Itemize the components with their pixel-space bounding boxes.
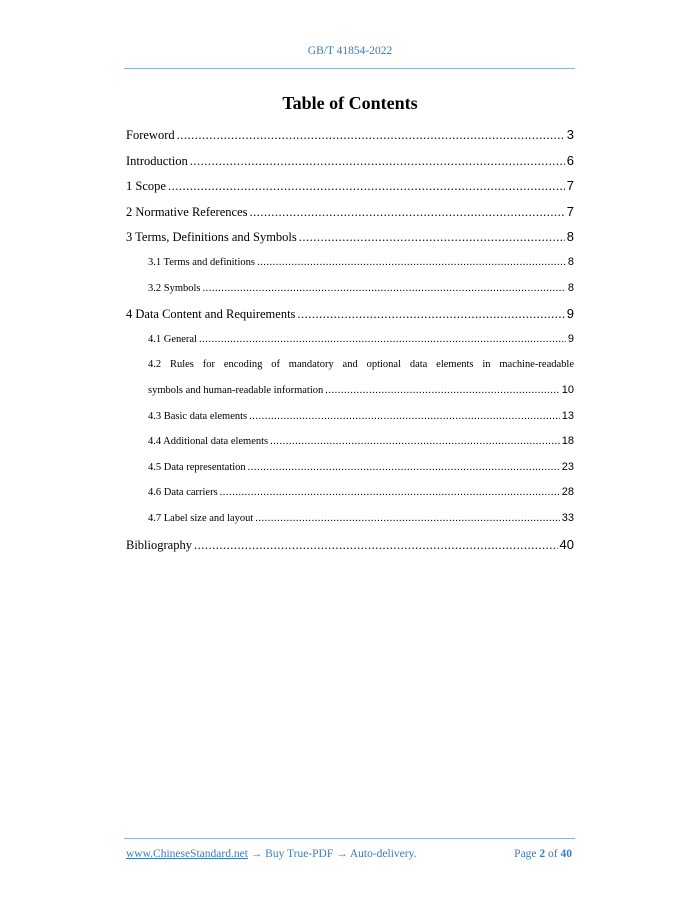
toc-entry-label: 3.2 Symbols bbox=[148, 282, 201, 294]
toc-entry-general[interactable] bbox=[126, 327, 574, 353]
dot-leader bbox=[190, 149, 565, 174]
document-header bbox=[0, 45, 700, 57]
toc-entry-page: 10 bbox=[561, 383, 574, 396]
current-page-number: 2 bbox=[539, 848, 546, 860]
toc-entry-bibliography[interactable] bbox=[126, 532, 574, 558]
toc-entry-scope[interactable] bbox=[126, 173, 574, 199]
dot-leader bbox=[194, 533, 558, 558]
toc-entry-basic-data-elements[interactable] bbox=[126, 404, 574, 430]
toc-entry-terms-and-definitions[interactable] bbox=[126, 250, 574, 276]
toc-entry-page: 8 bbox=[567, 281, 574, 294]
toc-entry-page: 7 bbox=[566, 178, 574, 194]
toc-entry-label: Bibliography bbox=[126, 537, 192, 552]
toc-entry-page: 6 bbox=[566, 152, 574, 168]
dot-leader bbox=[299, 225, 565, 250]
toc-entry-label: 4.6 Data carriers bbox=[148, 487, 218, 499]
toc-entry-label-first-line: 4.2 Rules for encoding of mandatory and optional data elements in machine-readable bbox=[148, 359, 574, 371]
dot-leader bbox=[199, 327, 566, 353]
dot-leader bbox=[203, 276, 566, 302]
table-of-contents bbox=[126, 122, 574, 557]
total-pages-number: 40 bbox=[560, 848, 572, 860]
dot-leader bbox=[249, 404, 560, 430]
toc-entry-label: Foreword bbox=[126, 128, 175, 142]
toc-entry-label-second-line bbox=[126, 378, 574, 404]
toc-entry-label: 4.1 General bbox=[148, 333, 197, 345]
toc-entry-data-carriers[interactable] bbox=[126, 480, 574, 506]
header-divider bbox=[124, 68, 575, 69]
toc-entry-page: 3 bbox=[566, 127, 574, 142]
toc-entry-label: 4.4 Additional data elements bbox=[148, 436, 269, 448]
toc-entry-page: 7 bbox=[566, 203, 574, 219]
toc-entry-terms-definitions-symbols[interactable] bbox=[126, 224, 574, 250]
dot-leader bbox=[220, 480, 560, 506]
toc-entry-symbols[interactable] bbox=[126, 276, 574, 302]
toc-entry-page: 40 bbox=[559, 536, 574, 552]
toc-entry-label: 3 Terms, Definitions and Symbols bbox=[126, 230, 297, 245]
page-title: Table of Contents bbox=[282, 93, 418, 113]
page-word: Page bbox=[514, 848, 537, 860]
toc-entry-label: 3.1 Terms and definitions bbox=[148, 256, 255, 268]
toc-entry-additional-data-elements[interactable] bbox=[126, 429, 574, 455]
toc-entry-normative-references[interactable] bbox=[126, 199, 574, 225]
dot-leader bbox=[168, 174, 565, 199]
toc-entry-data-content-requirements[interactable] bbox=[126, 301, 574, 327]
footer-promo-text: → Buy True-PDF → Auto-delivery. bbox=[247, 848, 417, 860]
toc-entry-page: 33 bbox=[561, 511, 574, 524]
dot-leader bbox=[177, 123, 565, 148]
toc-entry-page: 8 bbox=[567, 255, 574, 268]
dot-leader bbox=[249, 200, 564, 225]
toc-entry-page: 9 bbox=[567, 332, 574, 345]
toc-entry-label: 1 Scope bbox=[126, 179, 166, 194]
chinesestandard-link[interactable]: www.ChineseStandard.net bbox=[126, 848, 248, 860]
toc-entry-label: 4.5 Data representation bbox=[148, 461, 246, 473]
dot-leader bbox=[255, 506, 559, 532]
dot-leader bbox=[325, 378, 560, 404]
of-word: of bbox=[548, 848, 558, 860]
toc-entry-page: 18 bbox=[561, 435, 574, 448]
toc-entry-introduction[interactable] bbox=[126, 148, 574, 174]
toc-entry-page: 9 bbox=[566, 306, 574, 322]
toc-entry-data-representation[interactable] bbox=[126, 455, 574, 481]
footer-promo bbox=[126, 848, 416, 860]
toc-entry-label: symbols and human-readable information bbox=[148, 384, 324, 396]
toc-entry-label: 2 Normative References bbox=[126, 204, 248, 219]
toc-entry-page: 23 bbox=[561, 460, 574, 473]
dot-leader bbox=[257, 250, 566, 276]
toc-entry-label: Introduction bbox=[126, 153, 188, 168]
toc-entry-label: 4.3 Basic data elements bbox=[148, 410, 248, 422]
page-counter bbox=[514, 848, 572, 860]
toc-entry-label: 4 Data Content and Requirements bbox=[126, 307, 296, 322]
toc-entry-page: 8 bbox=[566, 229, 574, 245]
dot-leader bbox=[270, 429, 560, 455]
toc-entry-label: 4.7 Label size and layout bbox=[148, 512, 254, 524]
dot-leader bbox=[297, 302, 564, 327]
toc-entry-foreword[interactable] bbox=[126, 122, 574, 148]
toc-entry-label-size-layout[interactable] bbox=[126, 506, 574, 532]
dot-leader bbox=[248, 455, 560, 481]
toc-entry-page: 28 bbox=[561, 486, 574, 499]
footer-divider bbox=[124, 838, 575, 839]
toc-entry-page: 13 bbox=[561, 409, 574, 422]
toc-entry-encoding-rules[interactable] bbox=[126, 352, 574, 403]
standard-code: GB/T 41854-2022 bbox=[307, 45, 393, 57]
